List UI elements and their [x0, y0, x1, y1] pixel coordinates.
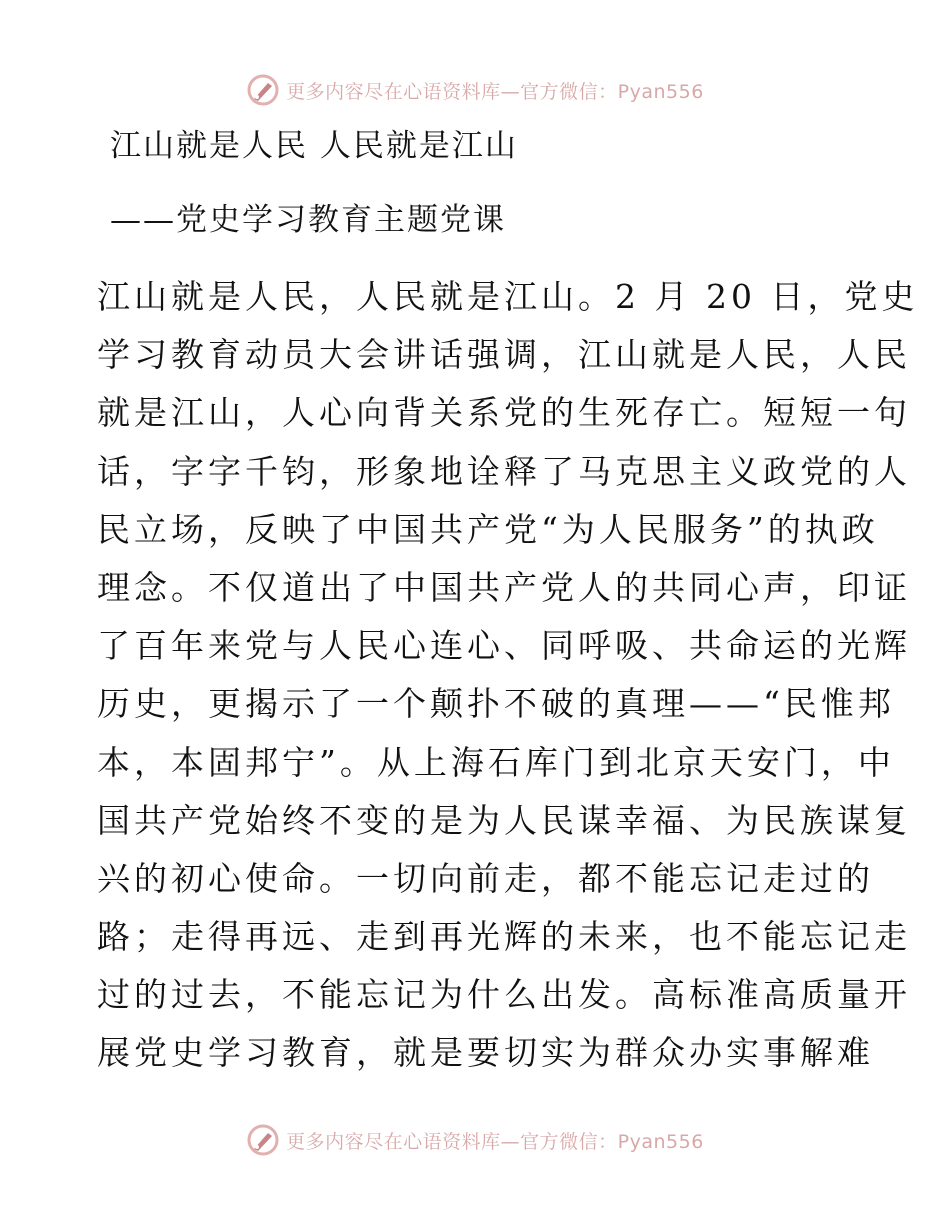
body-line: 理念。不仅道出了中国共产党人的共同心声，印证 [97, 567, 911, 607]
body-line: 民立场，反映了中国共产党“为人民服务”的执政 [97, 509, 879, 549]
body-line: 路；走得再远、走到再光辉的未来，也不能忘记走 [97, 917, 911, 957]
document-title: 江山就是人民 人民就是江山 [110, 128, 518, 164]
body-line: 话，字字千钧，形象地诠释了马克思主义政党的人 [97, 451, 911, 491]
body-line: 学习教育动员大会讲话强调，江山就是人民，人民 [97, 335, 911, 375]
watermark-text: 更多内容尽在心语资料库—官方微信：Pyan556 [286, 80, 704, 103]
watermark-text: 更多内容尽在心语资料库—官方微信：Pyan556 [286, 1130, 704, 1153]
watermark-footer [0, 1120, 950, 1160]
body-line: 过的过去，不能忘记为什么出发。高标准高质量开 [97, 975, 911, 1015]
body-line: 兴的初心使命。一切向前走，都不能忘记走过的 [97, 858, 874, 898]
watermark-header [0, 70, 950, 110]
body-line: 国共产党始终不变的是为人民谋幸福、为民族谋复 [97, 800, 911, 840]
body-line: 本，本固邦宁”。从上海石库门到北京天安门，中 [97, 742, 895, 782]
body-line: 历史，更揭示了一个颠扑不破的真理——“民惟邦 [97, 684, 895, 724]
body-paragraph [97, 268, 919, 1083]
body-line: 了百年来党与人民心连心、同呼吸、共命运的光辉 [97, 626, 911, 666]
body-line: 江山就是人民，人民就是江山。2 月 20 日，党史 [97, 277, 919, 316]
pen-logo-icon [246, 73, 280, 107]
pen-logo-icon [246, 1123, 280, 1157]
document-subtitle: ——党史学习教育主题党课 [110, 202, 506, 238]
body-line: 就是江山，人心向背关系党的生死存亡。短短一句 [97, 393, 911, 433]
body-line: 展党史学习教育，就是要切实为群众办实事解难 [97, 1033, 874, 1073]
